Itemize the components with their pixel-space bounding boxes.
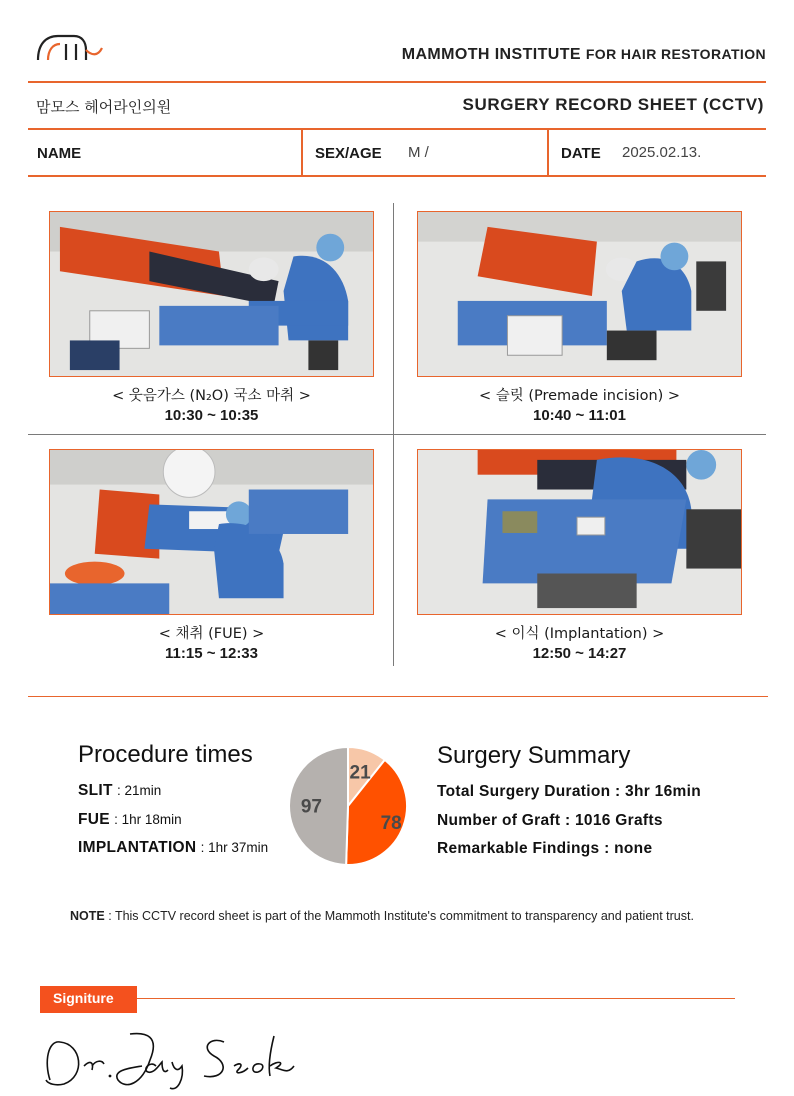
name-label: NAME bbox=[37, 145, 82, 162]
procedure-label: IMPLANTATION bbox=[78, 839, 197, 856]
clinic-korean-name: 맘모스 헤어라인의원 bbox=[36, 98, 172, 116]
institute-name: MAMMOTH INSTITUTE FOR HAIR RESTORATION bbox=[401, 46, 766, 63]
divider bbox=[28, 696, 768, 697]
sheet-title: SURGERY RECORD SHEET (CCTV) bbox=[462, 95, 764, 114]
date-value: 2025.02.13. bbox=[622, 144, 702, 161]
sexage-value: M / bbox=[408, 144, 429, 161]
surgery-summary-title: Surgery Summary bbox=[437, 742, 631, 769]
pie-data-label: 97 bbox=[300, 796, 322, 818]
procedure-item-fue bbox=[78, 811, 182, 829]
summary-findings: Remarkable Findings : none bbox=[437, 840, 653, 857]
step-caption bbox=[49, 387, 374, 425]
divider bbox=[301, 130, 303, 176]
note bbox=[70, 909, 694, 923]
signature-line bbox=[137, 998, 735, 999]
procedure-item-implantation bbox=[78, 839, 268, 857]
procedure-item-slit bbox=[78, 782, 161, 800]
sexage-label: SEX/AGE bbox=[315, 145, 382, 162]
signature-label: Signiture bbox=[40, 986, 137, 1013]
handwritten-signature bbox=[38, 1026, 308, 1094]
mammoth-logo-icon bbox=[36, 30, 108, 64]
divider bbox=[547, 130, 549, 176]
summary-grafts: Number of Graft : 1016 Grafts bbox=[437, 812, 663, 829]
procedure-value: : 1hr 37min bbox=[200, 840, 269, 855]
pie-data-label: 78 bbox=[380, 812, 402, 834]
step-time: 12:50 ~ 14:27 bbox=[532, 645, 627, 662]
note-label: NOTE bbox=[70, 909, 105, 923]
summary-duration: Total Surgery Duration : 3hr 16min bbox=[437, 783, 701, 800]
procedure-value: : 1hr 18min bbox=[114, 812, 182, 827]
divider bbox=[28, 81, 766, 83]
procedure-pie-chart bbox=[286, 744, 410, 868]
procedure-value: : 21min bbox=[116, 783, 162, 798]
patient-info-row bbox=[28, 130, 766, 176]
note-text: : This CCTV record sheet is part of the Mammoth Institute's commitment to transparency and patient trust. bbox=[108, 909, 694, 923]
divider bbox=[28, 175, 766, 177]
step-title: < 슬릿 (Premade incision) > bbox=[478, 388, 681, 404]
date-label: DATE bbox=[561, 145, 601, 162]
cctv-photo-anesthesia bbox=[49, 211, 374, 377]
step-caption bbox=[417, 387, 742, 425]
procedure-label: FUE bbox=[78, 811, 110, 828]
cctv-photo-slit bbox=[417, 211, 742, 377]
step-caption bbox=[49, 625, 374, 663]
cctv-photo-fue bbox=[49, 449, 374, 615]
step-time: 10:40 ~ 11:01 bbox=[533, 407, 626, 424]
step-time: 10:30 ~ 10:35 bbox=[164, 407, 259, 424]
step-title: < 이식 (Implantation) > bbox=[494, 626, 665, 642]
step-caption bbox=[417, 625, 742, 663]
cctv-photo-implantation bbox=[417, 449, 742, 615]
step-title: < 웃음가스 (N₂O) 국소 마취 > bbox=[112, 388, 311, 404]
pie-data-label: 21 bbox=[349, 762, 371, 784]
procedure-times-title: Procedure times bbox=[78, 741, 253, 768]
step-title: < 채취 (FUE) > bbox=[158, 626, 265, 642]
step-time: 11:15 ~ 12:33 bbox=[165, 645, 258, 662]
grid-divider-horizontal bbox=[28, 434, 766, 435]
procedure-label: SLIT bbox=[78, 782, 113, 799]
